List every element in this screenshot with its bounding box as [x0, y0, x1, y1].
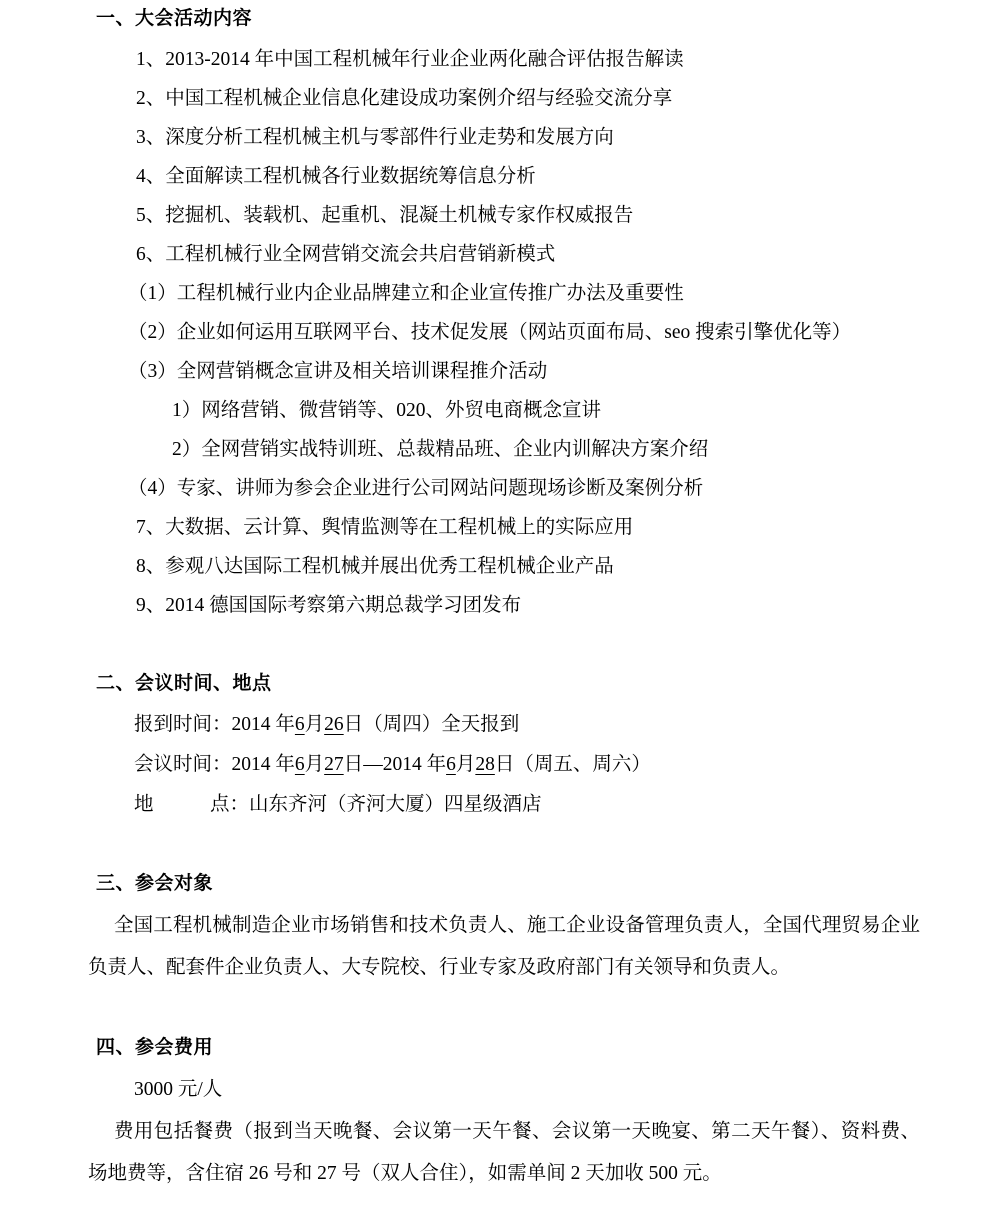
place-label-suffix: 点： — [210, 794, 250, 815]
report-year: 2014 年 — [231, 714, 295, 735]
meeting-month-1: 6 — [294, 754, 305, 775]
list-item: 2、中国工程机械企业信息化建设成功案例介绍与经验交流分享 — [136, 88, 673, 109]
section-spacer — [88, 989, 920, 1033]
list-item: 1、2013-2014 年中国工程机械年行业企业两化融合评估报告解读 — [136, 49, 684, 70]
report-month: 6 — [294, 714, 305, 735]
meeting-time-label: 会议时间： — [134, 754, 232, 775]
list-item: （1）工程机械行业内企业品牌建立和企业宣传推广办法及重要性 — [128, 283, 684, 304]
meeting-month-unit-1: 月 — [304, 754, 325, 775]
meeting-day-unit-1: 日 — [343, 754, 364, 775]
list-item: （3）全网营销概念宣讲及相关培训课程推介活动 — [128, 361, 548, 382]
list-item: （2）企业如何运用互联网平台、技术促发展（网站页面布局、seo 搜索引擎优化等） — [128, 322, 852, 343]
place-line — [134, 785, 920, 825]
section-heading-fee: 四、参会费用 — [96, 1037, 214, 1058]
list-item: 4、全面解读工程机械各行业数据统筹信息分析 — [136, 166, 536, 187]
meeting-year-2: 2014 年 — [382, 754, 447, 775]
report-day-unit: 日 — [343, 714, 364, 735]
list-item: 1）网络营销、微营销等、020、外贸电商概念宣讲 — [172, 400, 602, 421]
meeting-time-line — [134, 745, 920, 785]
attendees-paragraph: 全国工程机械制造企业市场销售和技术负责人、施工企业设备管理负责人，全国代理贸易企业负责人、配套件企业负责人、大专院校、行业专家及政府部门有关领导和负责人。 — [88, 915, 920, 978]
meeting-day-2: 28 — [475, 754, 495, 775]
meeting-year-1: 2014 年 — [231, 754, 295, 775]
section-heading-activities: 一、大会活动内容 — [96, 8, 253, 29]
meeting-month-2: 6 — [446, 754, 456, 775]
section-heading-attendees: 三、参会对象 — [96, 873, 214, 894]
list-item: 7、大数据、云计算、舆情监测等在工程机械上的实际应用 — [136, 517, 634, 538]
section-spacer — [88, 625, 920, 669]
list-item: 2）全网营销实战特训班、总裁精品班、企业内训解决方案介绍 — [172, 439, 709, 460]
meeting-day-1: 27 — [324, 754, 344, 775]
list-item: 6、工程机械行业全网营销交流会共启营销新模式 — [136, 244, 556, 265]
list-item: 9、2014 德国国际考察第六期总裁学习团发布 — [136, 595, 522, 616]
list-item: （4）专家、讲师为参会企业进行公司网站问题现场诊断及案例分析 — [128, 478, 704, 499]
report-time-label: 报到时间： — [134, 714, 232, 735]
fee-price: 3000 元/人 — [134, 1079, 223, 1100]
report-time-tail: （周四）全天报到 — [363, 714, 520, 735]
place-label: 地 — [134, 794, 154, 815]
list-item: 3、深度分析工程机械主机与零部件行业走势和发展方向 — [136, 127, 614, 148]
report-month-unit: 月 — [304, 714, 325, 735]
meeting-day-unit-2: 日 — [494, 754, 515, 775]
list-item: 5、挖掘机、装载机、起重机、混凝土机械专家作权威报告 — [136, 205, 634, 226]
section-spacer — [88, 825, 920, 869]
meeting-month-unit-2: 月 — [455, 754, 476, 775]
meeting-time-tail: （周五、周六） — [514, 754, 651, 775]
fee-detail: 费用包括餐费（报到当天晚餐、会议第一天午餐、会议第一天晚宴、第二天午餐）、资料费、场地费等，含住宿 26 号和 27 号（双人合住），如需单间 2 天加收 500 元。 — [88, 1121, 920, 1184]
report-day: 26 — [324, 714, 344, 735]
meeting-dash: — — [363, 754, 383, 775]
list-item: 8、参观八达国际工程机械并展出优秀工程机械企业产品 — [136, 556, 614, 577]
section-heading-time-place: 二、会议时间、地点 — [96, 673, 272, 694]
place-value: 山东齐河（齐河大厦）四星级酒店 — [249, 794, 542, 815]
report-time-line — [134, 705, 920, 745]
